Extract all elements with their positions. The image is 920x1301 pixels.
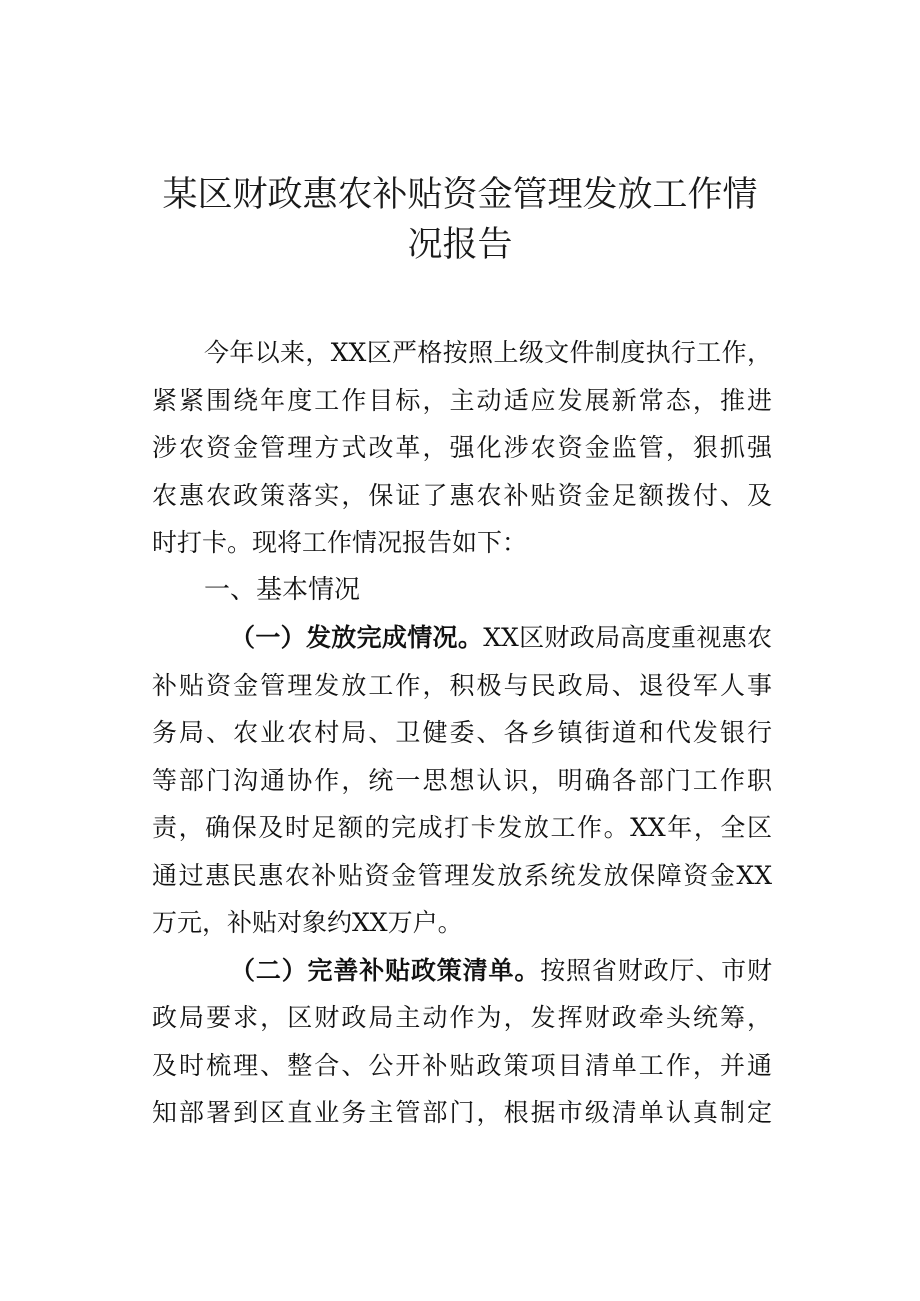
- paragraph-line: 通过惠民惠农补贴资金管理发放系统发放保障资金XX: [152, 860, 772, 890]
- paragraph-line: 务局、农业农村局、卫健委、各乡镇街道和代发银行: [152, 718, 772, 747]
- paragraph-line: 知部署到区直业务主管部门，根据市级清单认真制定: [152, 1098, 772, 1127]
- intro-line: 涉农资金管理方式改革，强化涉农资金监管，狠抓强: [152, 433, 772, 462]
- subsection-first-line: [152, 947, 772, 995]
- title-line-1: 某区财政惠农补贴资金管理发放工作情: [162, 175, 758, 215]
- paragraph-line: 等部门沟通协作，统一思想认识，明确各部门工作职: [152, 765, 772, 795]
- intro-line: 今年以来，XX区严格按照上级文件制度执行工作，: [204, 338, 772, 367]
- section-1: [152, 567, 772, 615]
- paragraph-line: 政局要求，区财政局主动作为，发挥财政牵头统筹，: [152, 1003, 772, 1032]
- paragraph-line: 补贴资金管理发放工作，积极与民政局、退役军人事: [152, 670, 772, 700]
- section-heading: 一、基本情况: [204, 574, 361, 605]
- intro-line: 紧紧围绕年度工作目标，主动适应发展新常态，推进: [152, 385, 772, 415]
- document-body: [152, 329, 772, 1137]
- subsection-first-line: [152, 614, 772, 662]
- subsection-2: [152, 947, 772, 1137]
- intro-paragraph: [152, 329, 772, 567]
- subsection-heading: （二）完善补贴政策清单。: [230, 955, 541, 985]
- subsection-1: [152, 614, 772, 947]
- document-title: [150, 170, 770, 270]
- subsection-text: XX区财政局高度重视惠农: [483, 623, 772, 652]
- title-line-2: 况报告: [407, 225, 513, 265]
- paragraph-line: 责，确保及时足额的完成打卡发放工作。XX年，全区: [152, 813, 772, 842]
- paragraph-line: 万元，补贴对象约XX万户。: [152, 908, 463, 937]
- intro-line: 农惠农政策落实，保证了惠农补贴资金足额拨付、及: [152, 480, 772, 510]
- paragraph-line: 及时梳理、整合、公开补贴政策项目清单工作，并通: [152, 1050, 772, 1080]
- subsection-heading: （一）发放完成情况。: [230, 623, 484, 652]
- intro-line: 时打卡。现将工作情况报告如下：: [152, 528, 528, 557]
- subsection-text: 按照省财政厅、市财: [540, 955, 772, 985]
